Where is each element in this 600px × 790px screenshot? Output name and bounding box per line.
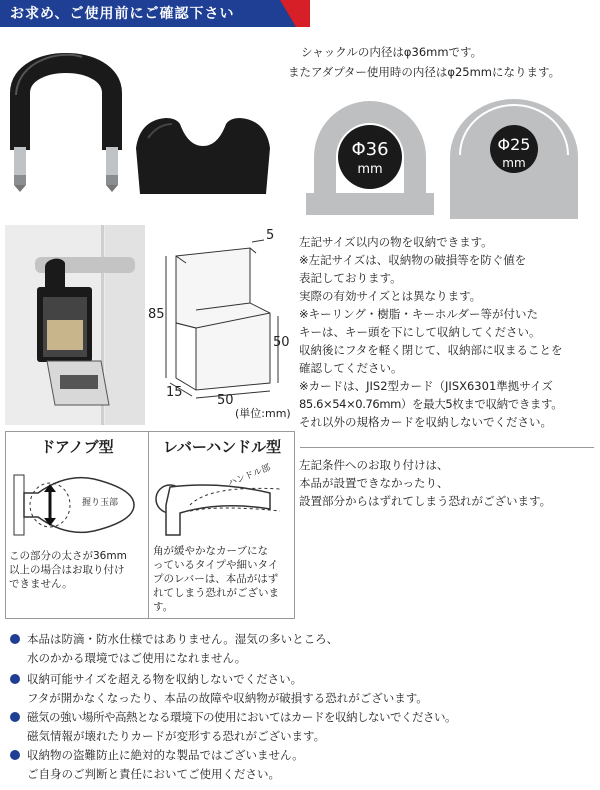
caption-line: す。 (153, 601, 174, 613)
storage-note-line: 実際の有効サイズとは異なります。 (299, 289, 482, 303)
caption-line: 以上の場合はお取り付け (9, 564, 125, 576)
storage-note-line: それ以外の規格カードを収納しないでください。 (299, 415, 552, 429)
dim-top-depth: 5 (266, 228, 275, 243)
handle-label: ハンドル部 (226, 462, 273, 490)
dim-unit-note: (単位:mm) (235, 407, 291, 420)
shackle-image (2, 35, 130, 195)
dim-height-total: 85 (148, 307, 165, 322)
shackle-info-line1: シャックルの内径はφ36mmです。 (301, 45, 483, 59)
lever-handle-title: レバーハンドル型 (162, 438, 282, 456)
warning-line: フタが開かなくなったり、本品の故障や収納物が破損する恐れがございます。 (27, 691, 428, 705)
storage-note-line: ※カードは、JIS2型カード（JISX6301準拠サイズ (299, 379, 553, 393)
warning-line: 磁気情報が壊れたりカードが変形する恐れがございます。 (27, 729, 326, 743)
warning-line: 本品は防滴・防水仕様ではありません。湿気の多いところ、 (27, 632, 339, 646)
caption-line: 角が緩やかなカーブにな (153, 545, 268, 557)
mount-note-line: 左記条件へのお取り付けは、 (299, 458, 449, 472)
panel-divider (148, 432, 149, 618)
diameter-36-label: Φ36 (351, 139, 389, 160)
storage-note-line: 表記しております。 (299, 271, 402, 285)
diameter-25-label: Φ25 (497, 135, 531, 154)
warning-item (10, 746, 595, 784)
keybox-door-image (5, 225, 145, 425)
storage-note-line: ※左記サイズは、収納物の破損等を防ぐ値を (299, 253, 527, 267)
door-knob-caption (9, 549, 127, 591)
shackle-info-line2: またアダプター使用時の内径はφ25mmになります。 (288, 65, 561, 79)
dim-height-inner: 50 (273, 335, 290, 350)
grip-label: 握り玉部 (82, 498, 119, 508)
storage-note-line: 確認してください。 (299, 361, 403, 375)
warning-line: 磁気の強い場所や高熱となる環境下の使用においてはカードを収納しないでください。 (27, 710, 456, 724)
bullet-icon (10, 712, 20, 722)
storage-note-line: キーは、キー頭を下にして収納してください。 (299, 325, 541, 339)
warning-line: 収納物の盗難防止に絶対的な製品ではございません。 (27, 748, 304, 762)
banner-title: お求め、ご使用前にご確認下さい (10, 6, 235, 22)
warning-line: ご自身のご判断と責任においてご使用ください。 (27, 767, 280, 781)
door-knob-title: ドアノブ型 (40, 438, 114, 456)
caption-line: プのレバーは、本品がはず (153, 573, 279, 585)
mount-note-line: 設置部分からはずれてしまう恐れがございます。 (299, 494, 552, 508)
warning-line: 水のかかる環境ではご使用になれません。 (27, 651, 247, 665)
diameter-25-unit: mm (502, 156, 526, 170)
mount-notes (299, 456, 551, 510)
storage-note-line: 85.6×54×0.76mm）を最大5枚まで収納できます。 (299, 397, 563, 411)
warnings-list (10, 630, 595, 784)
dim-width: 50 (217, 393, 234, 408)
caption-line: っているタイプや細いタイ (153, 559, 279, 571)
dim-depth: 15 (166, 385, 183, 400)
caption-line: この部分の太さが36mm (9, 550, 127, 562)
bullet-icon (10, 634, 20, 644)
storage-note-line: 左記サイズ以内の物を収納できます。 (299, 235, 493, 249)
warning-item (10, 708, 595, 746)
caption-line: れてしまう恐れがございま (153, 587, 279, 599)
bullet-icon (10, 674, 20, 684)
lever-handle-caption (153, 544, 279, 614)
bullet-icon (10, 750, 20, 760)
storage-note-line: ※キーリング・樹脂・キーホルダー等が付いた (299, 307, 538, 321)
door-knob-illustration (8, 465, 146, 545)
adapter-image (128, 108, 278, 200)
mount-note-line: 本品が設置できなかったり、 (299, 476, 449, 490)
lever-handle-illustration (150, 465, 294, 545)
storage-note-line: 収納後にフタを軽く閉じて、収納部に収まることを (299, 343, 563, 357)
caption-line: できません。 (9, 578, 73, 590)
warning-item (10, 670, 595, 708)
storage-notes (299, 233, 562, 431)
warning-line: 収納可能サイズを超える物を収納しないでください。 (27, 672, 303, 686)
divider (300, 447, 594, 448)
diameter-36-unit: mm (357, 162, 383, 177)
warning-item (10, 630, 595, 670)
